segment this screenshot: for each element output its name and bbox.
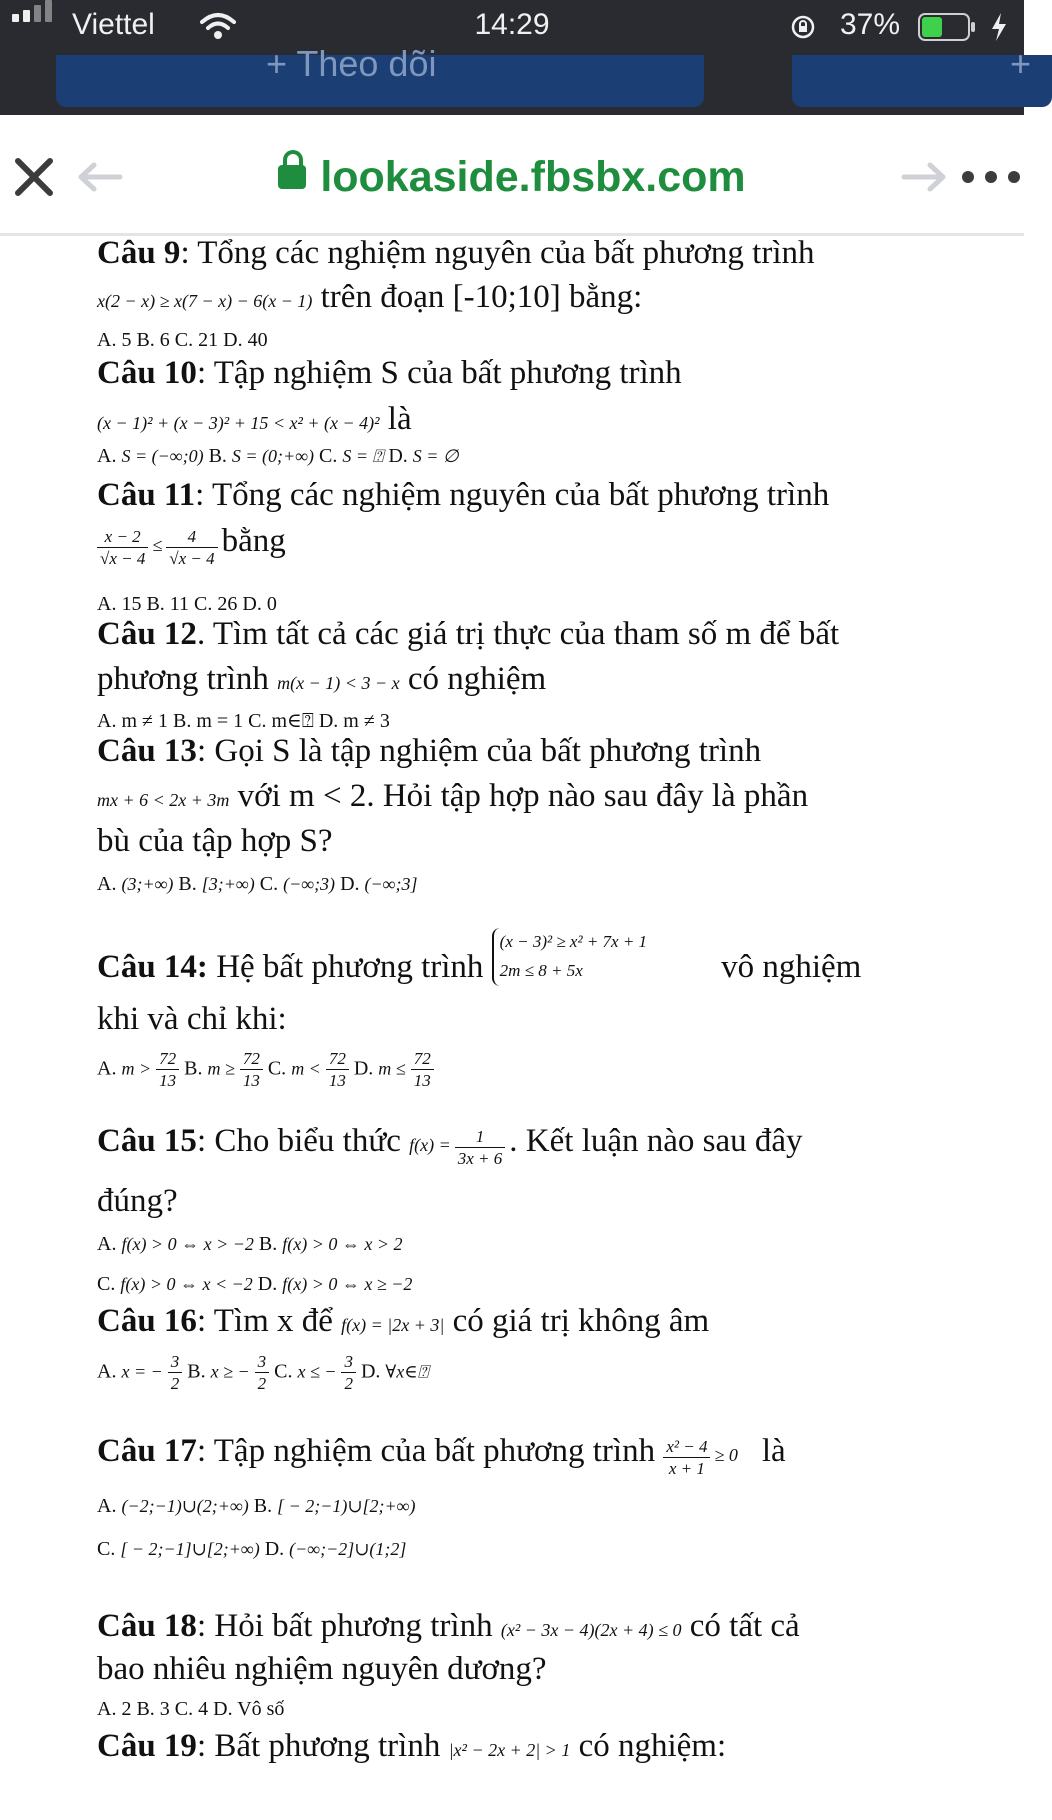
q14-opt-b-pre: m ≥ bbox=[207, 1058, 235, 1079]
q12-line2 bbox=[97, 661, 546, 698]
question-12 bbox=[97, 616, 839, 653]
q11-title: Câu 11 bbox=[97, 477, 196, 513]
q16-text2: có giá trị không âm bbox=[444, 1303, 710, 1339]
q14-line2: khi và chỉ khi: bbox=[97, 1001, 287, 1037]
question-15 bbox=[97, 1123, 803, 1169]
q12-expr: m(x − 1) < 3 − x bbox=[277, 673, 400, 693]
q14-opt-b-frac: $\frac{72}{13}$ bbox=[240, 1048, 263, 1092]
q9-line2 bbox=[97, 279, 642, 316]
q13-opt-b: [3;+∞) bbox=[201, 874, 255, 894]
q15-opt-d-label: D. bbox=[257, 1273, 278, 1295]
browser-toolbar bbox=[0, 115, 1024, 236]
q16-opt-a-frac: $\frac{3}{2}$ bbox=[168, 1351, 183, 1395]
q14-title: Câu 14: bbox=[97, 948, 208, 985]
q17-opt-a-label: A. bbox=[97, 1495, 117, 1517]
forward-arrow-icon[interactable] bbox=[902, 161, 948, 193]
lock-icon bbox=[278, 165, 306, 189]
q12-line2b: có nghiệm bbox=[399, 661, 547, 697]
q10-opt-a: S = (−∞;0) bbox=[121, 446, 204, 466]
q10-opt-b-label: B. bbox=[208, 445, 227, 467]
question-16 bbox=[97, 1303, 709, 1340]
q15-opt-d: f(x) > 0 ⇔ x ≥ −2 bbox=[282, 1274, 413, 1294]
q15-options-ab bbox=[97, 1233, 402, 1256]
q16-title: Câu 16 bbox=[97, 1303, 197, 1339]
follow-button-behind: + Theo dõi bbox=[56, 55, 704, 107]
q14-sys1: (x − 3)² ≥ x² + 7x + 1 bbox=[499, 932, 648, 951]
q14-text2: vô nghiệm bbox=[721, 948, 862, 985]
q10-line2 bbox=[97, 401, 412, 438]
question-13 bbox=[97, 733, 761, 770]
q15-title: Câu 15 bbox=[97, 1123, 197, 1159]
web-view-sheet bbox=[0, 115, 1024, 1820]
q18-expr: (x² − 3x − 4)(2x + 4) ≤ 0 bbox=[500, 1620, 682, 1640]
second-button-behind: + bbox=[792, 55, 1052, 107]
q10-opt-c-label: C. bbox=[319, 445, 338, 467]
q13-opt-a: (3;+∞) bbox=[121, 874, 174, 894]
clock: 14:29 bbox=[474, 8, 550, 41]
q13-expr: mx + 6 < 2x + 3m bbox=[97, 790, 230, 810]
q17-opt-b-label: B. bbox=[253, 1495, 273, 1517]
q10-opt-b: S = (0;+∞) bbox=[231, 446, 315, 466]
question-19 bbox=[97, 1728, 726, 1765]
q13-text2: với m < 2. Hỏi tập hợp nào sau đây là phần bbox=[229, 778, 809, 814]
q14-system bbox=[492, 928, 647, 986]
q9-expr: x(2 − x) ≥ x(7 − x) − 6(x − 1) bbox=[97, 291, 313, 311]
q11-line2 bbox=[97, 523, 286, 569]
q15-opt-b: f(x) > 0 ⇔ x > 2 bbox=[282, 1234, 403, 1254]
q15-opt-c: f(x) > 0 ⇔ x < −2 bbox=[120, 1274, 253, 1294]
q17-text2: là bbox=[761, 1433, 786, 1469]
q14-opt-a-label: A. bbox=[97, 1057, 117, 1080]
url-label[interactable] bbox=[0, 153, 1024, 202]
q9-options: A. 5 B. 6 C. 21 D. 40 bbox=[97, 329, 268, 351]
q9-text: : Tổng các nghiệm nguyên của bất phương trình bbox=[180, 235, 815, 271]
q16-opt-d-label: D. bbox=[360, 1360, 381, 1383]
q10-text: : Tập nghiệm S của bất phương trình bbox=[196, 355, 682, 391]
q15-opt-a-label: A. bbox=[97, 1233, 117, 1255]
q15-options-cd bbox=[97, 1273, 412, 1296]
q12-line2a: phương trình bbox=[97, 661, 278, 697]
q19-text2: có nghiệm: bbox=[570, 1728, 727, 1764]
q19-expr: |x² − 2x + 2| > 1 bbox=[448, 1740, 571, 1760]
status-bar bbox=[0, 0, 1024, 55]
q11-text2: bằng bbox=[221, 523, 286, 559]
q13-opt-d: (−∞;3] bbox=[364, 874, 418, 894]
q17-opt-a: (−2;−1)∪(2;+∞) bbox=[121, 1496, 249, 1516]
question-14 bbox=[97, 928, 861, 986]
q10-options bbox=[97, 445, 459, 468]
q13-opt-a-label: A. bbox=[97, 873, 117, 895]
rotation-lock-icon bbox=[790, 14, 816, 40]
q12-title: Câu 12 bbox=[97, 616, 197, 652]
q14-text: Hệ bất phương trình bbox=[207, 948, 492, 985]
q9-title: Câu 9 bbox=[97, 235, 181, 271]
q16-opt-b-frac: $\frac{3}{2}$ bbox=[255, 1351, 270, 1395]
q11-fraction-1: $\frac{x - 2}{√x - 4}$ bbox=[97, 526, 148, 570]
q10-text2: là bbox=[379, 401, 412, 437]
q15-opt-c-label: C. bbox=[97, 1273, 116, 1295]
q17-options-ab bbox=[97, 1495, 415, 1518]
q13-text: : Gọi S là tập nghiệm của bất phương trình bbox=[196, 733, 762, 769]
q10-title: Câu 10 bbox=[97, 355, 197, 391]
question-11 bbox=[97, 477, 829, 514]
q15-opt-a: f(x) > 0 ⇔ x > −2 bbox=[121, 1234, 254, 1254]
q17-opt-b: [ − 2;−1)∪[2;+∞) bbox=[277, 1496, 416, 1516]
q16-opt-a-pre: x = − bbox=[121, 1361, 163, 1382]
question-9 bbox=[97, 235, 815, 272]
q18-text2: có tất cả bbox=[681, 1608, 800, 1644]
q14-opt-d-label: D. bbox=[353, 1057, 374, 1080]
q14-opt-c-pre: m < bbox=[291, 1058, 321, 1079]
q15-expr: f(x) = bbox=[409, 1135, 451, 1155]
q17-fraction: $\frac{\text{x² − 4}}{x + 1}$ bbox=[663, 1436, 710, 1480]
q16-text: : Tìm x để bbox=[196, 1303, 342, 1339]
q14-opt-d-pre: m ≤ bbox=[378, 1058, 406, 1079]
q16-expr: f(x) = |2x + 3| bbox=[341, 1315, 445, 1335]
q11-text: : Tổng các nghiệm nguyên của bất phương trình bbox=[195, 477, 830, 513]
q13-opt-c-label: C. bbox=[259, 873, 279, 895]
q17-title: Câu 17 bbox=[97, 1433, 197, 1469]
question-10 bbox=[97, 355, 682, 392]
q16-opt-c-frac: $\frac{3}{2}$ bbox=[341, 1351, 356, 1395]
q9-text2: trên đoạn [-10;10] bằng: bbox=[312, 279, 643, 315]
q18-title: Câu 18 bbox=[97, 1608, 197, 1644]
q15-text: : Cho biểu thức bbox=[196, 1123, 410, 1159]
q16-opt-b-pre: x ≥ − bbox=[210, 1361, 250, 1382]
q13-title: Câu 13 bbox=[97, 733, 197, 769]
q16-opt-c-label: C. bbox=[274, 1360, 293, 1383]
q15-line2: đúng? bbox=[97, 1183, 178, 1219]
q16-opt-c-pre: x ≤ − bbox=[297, 1361, 337, 1382]
q17-options-cd bbox=[97, 1538, 406, 1561]
question-17 bbox=[97, 1433, 786, 1479]
q14-opt-a-frac: $\frac{72}{13}$ bbox=[156, 1048, 179, 1092]
battery-percent: 37% bbox=[840, 8, 901, 41]
q13-opt-d-label: D. bbox=[340, 873, 360, 895]
q19-text: : Bất phương trình bbox=[196, 1728, 449, 1764]
q13-line2 bbox=[97, 778, 808, 815]
q15-fraction: $\frac{1}{3x + 6}$ bbox=[455, 1126, 506, 1170]
q10-opt-a-label: A. bbox=[97, 445, 117, 467]
q12-options: A. m ≠ 1 B. m = 1 C. m∈⍰ D. m ≠ 3 bbox=[97, 710, 390, 732]
q10-opt-d: S = ∅ bbox=[412, 446, 459, 466]
q10-opt-d-label: D. bbox=[388, 445, 408, 467]
q17-opt-d: (−∞;−2]∪(1;2] bbox=[289, 1539, 407, 1559]
q14-opt-b-label: B. bbox=[184, 1057, 203, 1080]
q17-opt-d-label: D. bbox=[264, 1538, 285, 1560]
q13-line3: bù của tập hợp S? bbox=[97, 823, 333, 859]
q16-opt-d: ∀x∈⍰ bbox=[385, 1361, 429, 1382]
q14-opt-a-pre: m > bbox=[121, 1058, 152, 1079]
q10-expr: (x − 1)² + (x − 3)² + 15 < x² + (x − 4)² bbox=[97, 413, 380, 433]
q19-title: Câu 19 bbox=[97, 1728, 197, 1764]
q14-opt-c-label: C. bbox=[267, 1057, 287, 1080]
q15-text2: . Kết luận nào sau đây bbox=[509, 1123, 803, 1159]
q14-opt-d-frac: $\frac{72}{13}$ bbox=[411, 1048, 434, 1092]
q17-text: : Tập nghiệm của bất phương trình bbox=[196, 1433, 664, 1469]
more-options-icon[interactable] bbox=[960, 169, 1022, 185]
charging-icon bbox=[990, 12, 1008, 42]
q16-opt-b-label: B. bbox=[187, 1360, 206, 1383]
question-18 bbox=[97, 1608, 800, 1645]
q18-text: : Hỏi bất phương trình bbox=[196, 1608, 501, 1644]
background-page bbox=[0, 43, 1032, 115]
q15-opt-b-label: B. bbox=[258, 1233, 278, 1255]
q13-options bbox=[97, 873, 418, 896]
q13-opt-c: (−∞;3) bbox=[283, 874, 336, 894]
q11-fraction-2: $\frac{4}{√x - 4}$ bbox=[166, 526, 217, 570]
q14-sys2: 2m ≤ 8 + 5x bbox=[499, 960, 583, 980]
q11-relation: ≤ bbox=[152, 535, 163, 555]
q12-text: . Tìm tất cả các giá trị thực của tham số m để bất bbox=[196, 616, 840, 652]
battery-icon bbox=[918, 13, 978, 41]
q17-relation: ≥ 0 bbox=[714, 1445, 738, 1465]
q16-opt-a-label: A. bbox=[97, 1360, 117, 1383]
q16-options bbox=[97, 1351, 428, 1395]
q10-opt-c: S = ⍰ bbox=[342, 446, 384, 466]
q14-options bbox=[97, 1048, 434, 1092]
q18-line2: bao nhiêu nghiệm nguyên dương? bbox=[97, 1651, 547, 1687]
url-text: lookaside.fbsbx.com bbox=[320, 153, 746, 201]
q17-opt-c-label: C. bbox=[97, 1538, 116, 1560]
q14-opt-c-frac: $\frac{72}{13}$ bbox=[326, 1048, 349, 1092]
q18-options: A. 2 B. 3 C. 4 D. Vô số bbox=[97, 1698, 285, 1720]
q17-opt-c: [ − 2;−1]∪[2;+∞) bbox=[120, 1539, 260, 1559]
carrier-name: Viettel bbox=[72, 8, 155, 41]
q13-opt-b-label: B. bbox=[178, 873, 197, 895]
q11-options: A. 15 B. 11 C. 26 D. 0 bbox=[97, 593, 277, 615]
